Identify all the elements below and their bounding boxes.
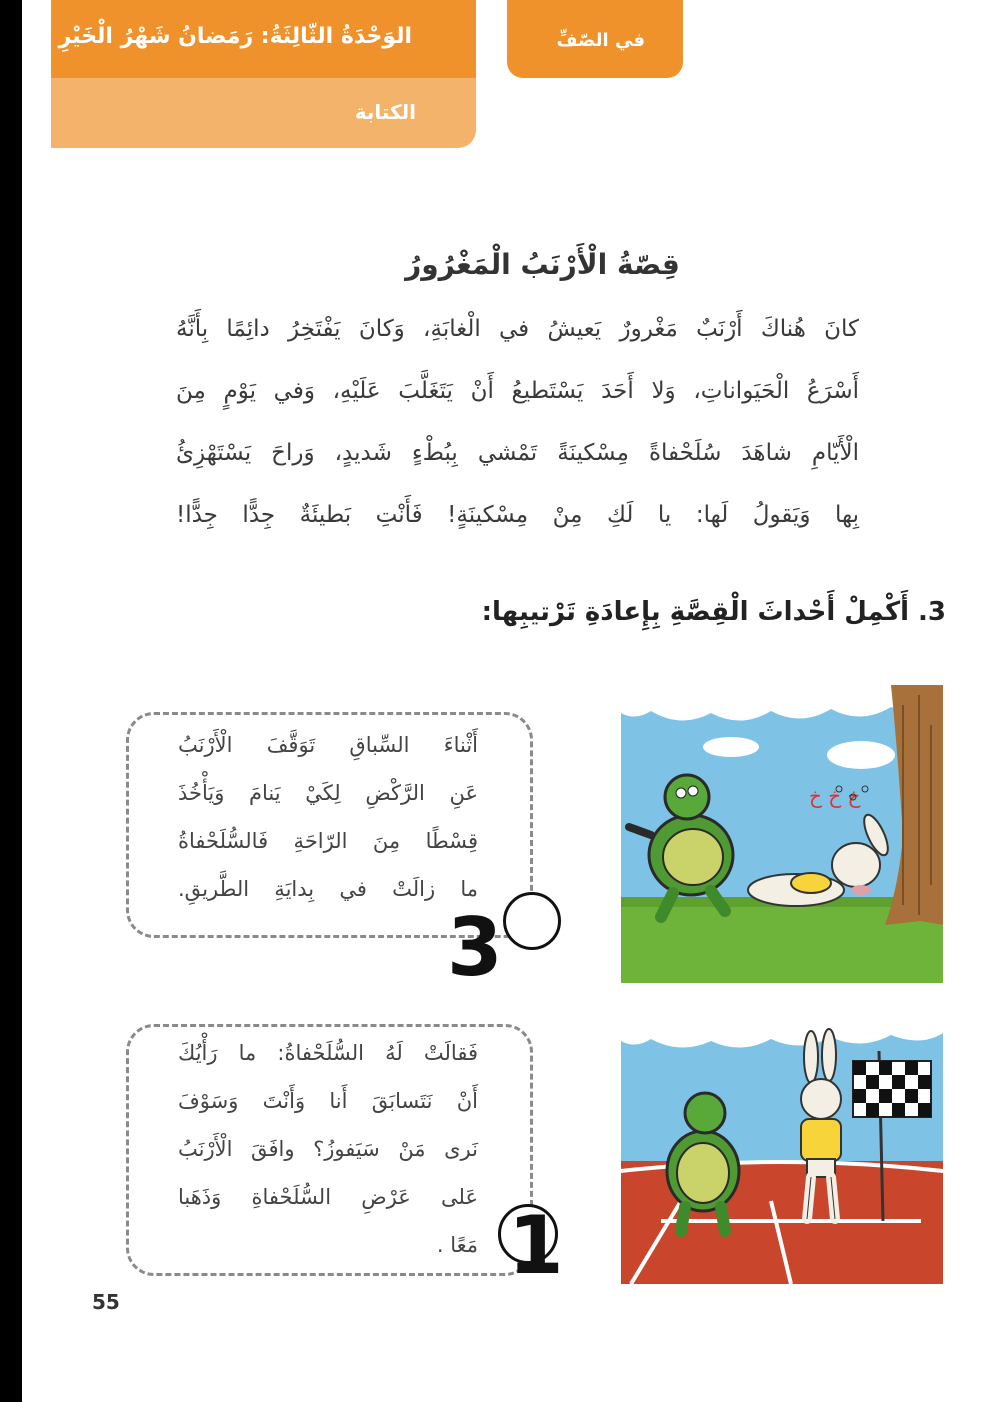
story-line: بِها وَيَقولُ لَها: يا لَكِ مِنْ مِسْكينَةٍ! فَأَنْتِ بَطيئَةٌ جِدًّا جِدًّا! (176, 502, 859, 528)
card-text-line: أَنْ نَتَسابَقَ أَنا وَأَنْتَ وَسَوْفَ (178, 1089, 478, 1113)
section-header (51, 78, 476, 148)
card-text-line: قِسْطًا مِنَ الرّاحَةِ فَالسُّلَحْفاةُ (178, 829, 478, 853)
story-line: الْأَيّامِ شاهَدَ سُلَحْفاةً مِسْكينَةً تَمْشي بِبُطْءٍ شَديدٍ، وَراحَ يَسْتَهْزِئُ (176, 440, 859, 466)
answer-number: 3 (447, 901, 503, 994)
story-line: كانَ هُناكَ أَرْنَبٌ مَغْرورٌ يَعيشُ في الْغابَةِ، وَكانَ يَفْتَخِرُ دائِمًا بِأَنَّهُ (176, 316, 859, 342)
page-edge-bar (0, 0, 22, 1402)
sleeping-hare-illustration (621, 685, 943, 983)
event-card (126, 1024, 533, 1276)
answer-circle[interactable] (503, 892, 561, 950)
grade-label: في الصّفِّ (556, 30, 645, 51)
card-text-line: مَعًا . (436, 1233, 478, 1257)
card-text-line: فَقالَتْ لَهُ السُّلَحْفاةُ: ما رَأْيُكَ (178, 1041, 478, 1065)
card-text-line: أَثْناءَ السِّباقِ تَوَقَّفَ الْأَرْنَبُ (178, 733, 478, 757)
snore-text: خ خ خ (809, 784, 861, 808)
unit-header (51, 0, 476, 78)
answer-number: 1 (508, 1199, 564, 1292)
card-text-line: عَلى عَرْضِ السُّلَحْفاةِ وَذَهَبا (178, 1185, 478, 1209)
question-prompt: 3. أَكْمِلْ أَحْداثَ الْقِصَّةِ بِإِعادَةِ تَرْتيبِها: (481, 597, 946, 627)
race-start-illustration (621, 1021, 943, 1284)
card-text-line: عَنِ الرَّكْضِ لِكَيْ يَنامَ وَيَأْخُذَ (178, 781, 478, 805)
card-text-line: ما زالَتْ في بِدايَةِ الطَّريقِ. (178, 877, 478, 901)
card-text-line: نَرى مَنْ سَيَفوزُ؟ وافَقَ الْأَرْنَبُ (178, 1137, 478, 1161)
unit-title: الوَحْدَةُ الثّالِثَةُ: رَمَضانُ شَهْرُ الْخَيْرِ (58, 24, 412, 49)
page-number: 55 (92, 1290, 120, 1314)
grade-tab (507, 0, 683, 78)
story-line: أَسْرَعُ الْحَيَواناتِ، وَلا أَحَدَ يَسْتَطيعُ أَنْ يَتَغَلَّبَ عَلَيْهِ، وَفي يَوْمٍ مِنَ (176, 378, 859, 404)
section-title: الكتابة (354, 100, 416, 124)
story-title: قِصّةُ الْأَرْنَبُ الْمَغْرُورُ (405, 248, 680, 281)
